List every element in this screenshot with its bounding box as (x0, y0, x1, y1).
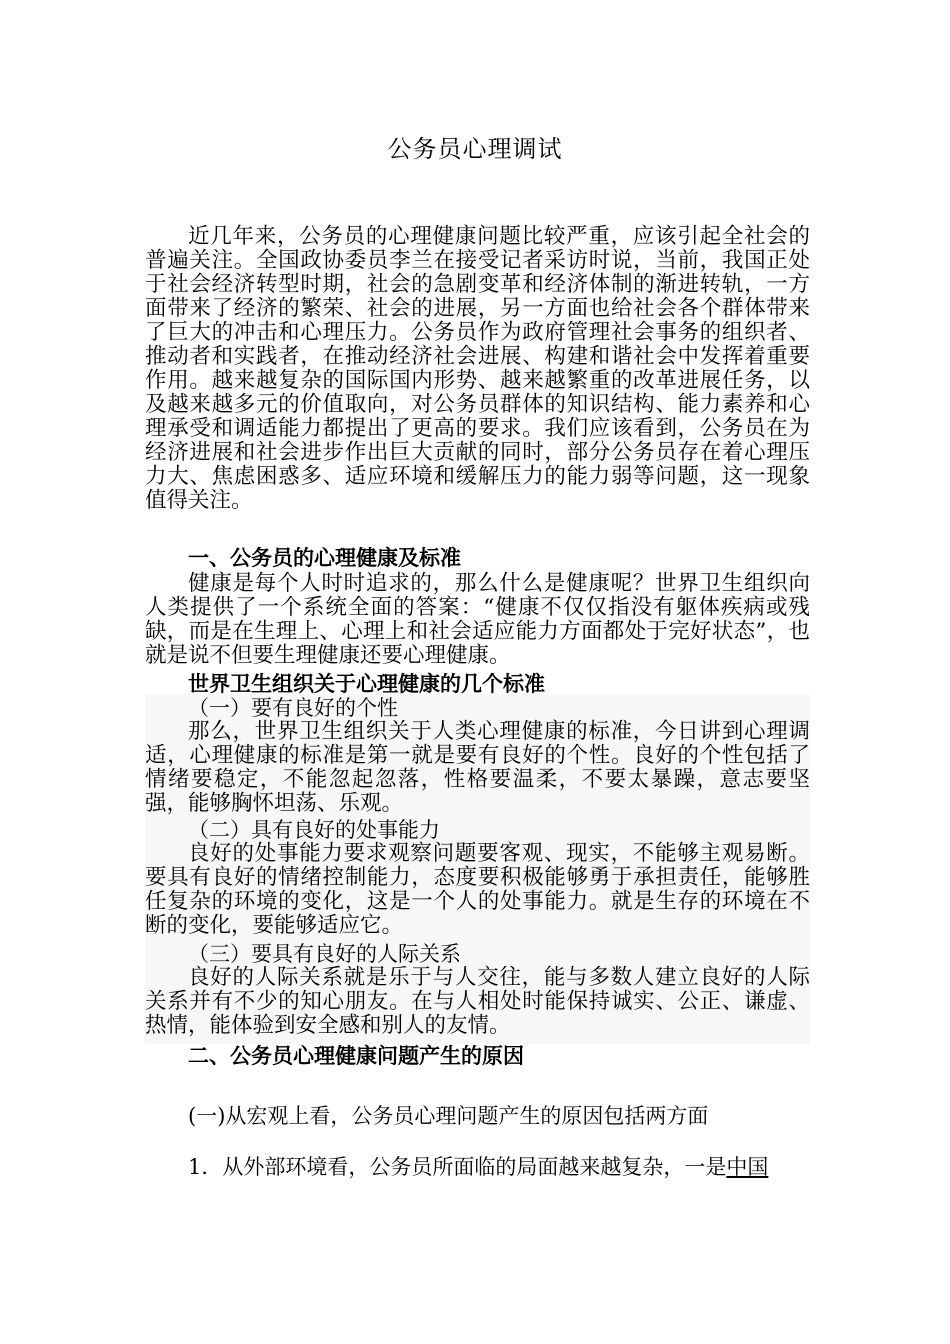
section1-paragraph: 健康是每个人时时追求的，那么什么是健康呢？世界卫生组织向人类提供了一个系统全面的答案：“健康不仅仅指没有躯体疾病或残缺，而是在生理上、心理上和社会适应能力方面都处于完好状态”，也就是说不但要生理健康还要心理健康。 (145, 571, 810, 668)
standard-1-paragraph: 那么，世界卫生组织关于人类心理健康的标准，今日讲到心理调适，心理健康的标准是第一就是要有良好的个性。良好的个性包括了情绪要稳定，不能忽起忽落，性格要温柔，不要太暴躁，意志要坚强，能够胸怀坦荡、乐观。 (145, 719, 810, 816)
intro-paragraph: 近几年来，公务员的心理健康问题比较严重，应该引起全社会的普遍关注。全国政协委员李兰在接受记者采访时说，当前，我国正处于社会经济转型时期，社会的急剧变革和经济体制的渐进转轨，一方面带来了经济的繁荣、社会的进展，另一方面也给社会各个群体带来了巨大的冲击和心理压力。公务员作为政府管理社会事务的组织者、推动者和实践者，在推动经济社会进展、构建和谐社会中发挥着重要作用。越来越复杂的国际国内形势、越来越繁重的改革进展任务，以及越来越多元的价值取向，对公务员群体的知识结构、能力素养和心理承受和调适能力都提出了更高的要求。我们应该看到，公务员在为经济进展和社会进步作出巨大贡献的同时，部分公务员存在着心理压力大、焦虑困惑多、适应环境和缓解压力的能力弱等问题，这一现象值得关注。 (145, 224, 810, 513)
china-link[interactable]: 中国 (726, 1155, 769, 1179)
standard-1-heading: （一）要有良好的个性 (188, 696, 398, 720)
section2-heading: 二、公务员心理健康问题产生的原因 (188, 1044, 524, 1068)
who-standards-heading: 世界卫生组织关于心理健康的几个标准 (188, 672, 545, 696)
section2-subheading: (一)从宏观上看，公务员心理问题产生的原因包括两方面 (188, 1104, 709, 1128)
point-1-text: 1．从外部环境看，公务员所面临的局面越来越复杂，一是 (188, 1155, 727, 1179)
standard-2-heading: （二）具有良好的处事能力 (188, 818, 440, 842)
section1-heading: 一、公务员的心理健康及标准 (188, 546, 461, 570)
point-1-line (188, 1155, 768, 1179)
document-title: 公务员心理调试 (387, 135, 563, 163)
standard-2-paragraph: 良好的处事能力要求观察问题要客观、现实，不能够主观易断。要具有良好的情绪控制能力，态度要积极能够勇于承担责任，能够胜任复杂的环境的变化，这是一个人的处事能力。就是生存的环境在不断的变化，要能够适应它。 (145, 841, 810, 938)
standard-3-paragraph: 良好的人际关系就是乐于与人交往，能与多数人建立良好的人际关系并有不少的知心朋友。在与人相处时能保持诚实、公正、谦虚、热情，能体验到安全感和别人的友情。 (145, 965, 810, 1038)
standard-3-heading: （三）要具有良好的人际关系 (188, 942, 461, 966)
